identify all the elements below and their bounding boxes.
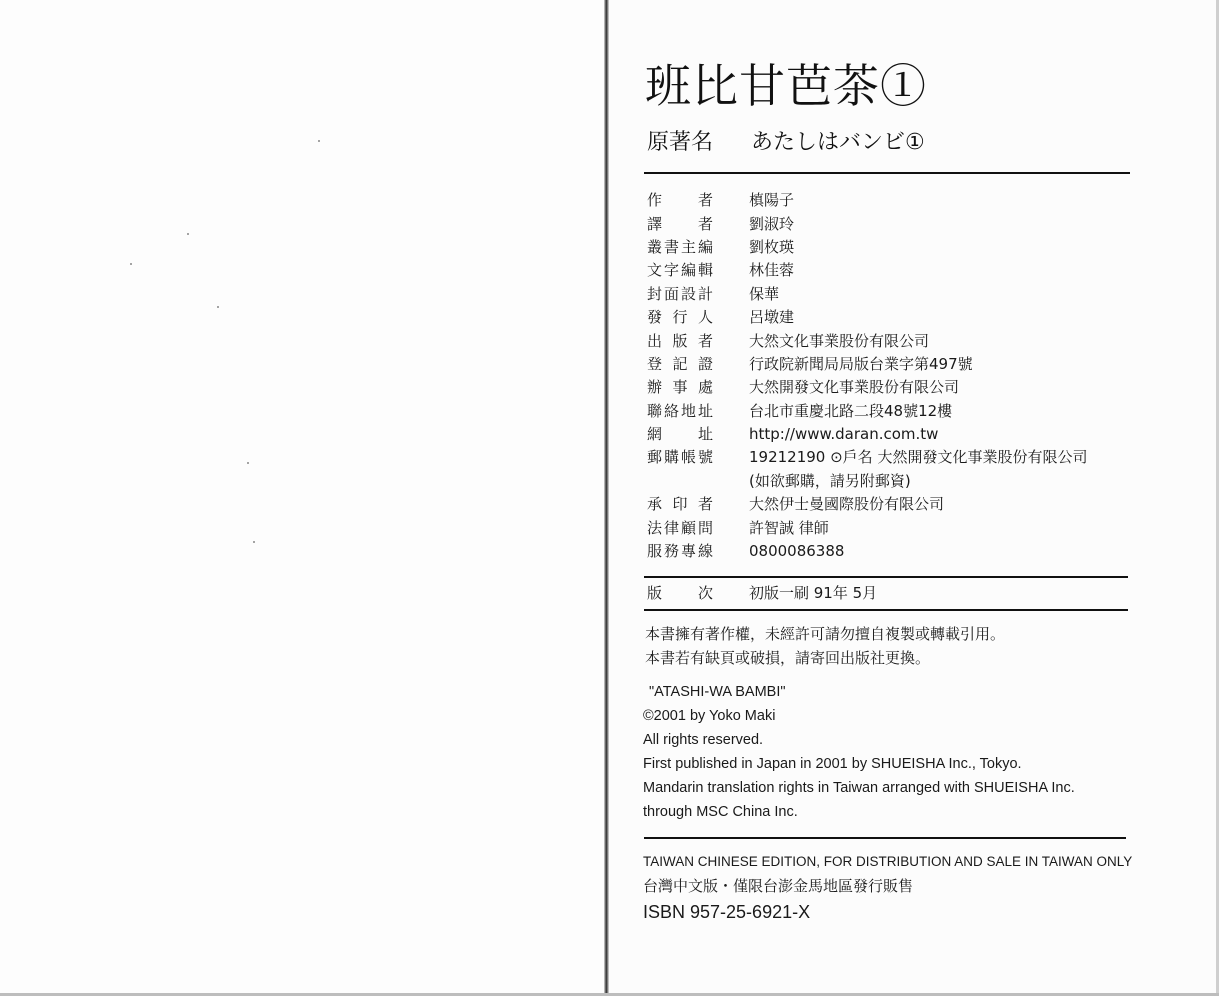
rights-line: All rights reserved. — [643, 732, 764, 748]
copyright-notice — [645, 622, 1005, 670]
credit-value: 保華 — [749, 284, 780, 303]
distribution-footer — [643, 850, 1132, 926]
credit-label: 譯者 — [647, 214, 713, 233]
credit-label: 辦事處 — [647, 378, 713, 397]
credit-value: 槙陽子 — [749, 191, 795, 210]
credit-label: 封面設計 — [647, 284, 713, 303]
credit-row — [647, 211, 1087, 234]
translation-rights-line: Mandarin translation rights in Taiwan arranged with SHUEISHA Inc. — [643, 780, 1075, 796]
credit-row — [647, 399, 1087, 422]
edition-label: 版次 — [647, 584, 713, 602]
credit-label: 承印者 — [647, 495, 713, 514]
english-rights-block — [643, 680, 1075, 824]
credit-row — [647, 515, 1087, 538]
credit-label: 聯絡地址 — [647, 401, 713, 420]
credit-value: http://www.daran.com.tw — [749, 424, 939, 443]
notice-line: 本書擁有著作權，未經許可請勿擅自複製或轉載引用。 — [645, 625, 1006, 643]
credit-row — [647, 328, 1087, 351]
distribution-notice-zh: 台灣中文版・僅限台澎金馬地區發行販售 — [643, 877, 914, 895]
paper-speck — [318, 140, 320, 142]
credit-value: 19212190 ⊙戶名 大然開發文化事業股份有限公司 — [749, 448, 1088, 467]
original-title-english: "ATASHI-WA BAMBI" — [649, 684, 786, 700]
credit-value: 大然伊士曼國際股份有限公司 — [749, 495, 945, 514]
agency-line: through MSC China Inc. — [643, 804, 798, 820]
credit-row — [647, 352, 1087, 375]
paper-speck — [253, 541, 255, 543]
credit-value: 呂墩建 — [749, 308, 795, 327]
credit-row — [647, 375, 1087, 398]
credit-value: 林佳蓉 — [749, 261, 795, 280]
credit-row — [647, 305, 1087, 328]
edition-value: 初版一刷 91年 5月 — [749, 584, 878, 602]
credit-row — [647, 188, 1087, 211]
book-title: 班比甘芭茶① — [645, 59, 927, 113]
credit-label: 法律顧問 — [647, 518, 713, 537]
original-title — [647, 125, 925, 156]
credit-value: 0800086388 — [749, 541, 845, 560]
credits-list — [647, 188, 1087, 562]
edition-row — [647, 582, 877, 603]
credit-label: 服務專線 — [647, 542, 713, 561]
credit-row — [647, 469, 1087, 492]
credit-value: 許智誠 律師 — [749, 518, 829, 537]
credit-row — [647, 422, 1087, 445]
divider-rule — [644, 172, 1130, 174]
left-blank-page — [0, 0, 606, 996]
divider-rule — [644, 576, 1128, 578]
credit-row — [647, 539, 1087, 562]
distribution-notice: TAIWAN CHINESE EDITION, FOR DISTRIBUTION AND SALE IN TAIWAN ONLY — [643, 854, 1133, 869]
credit-row — [647, 492, 1087, 515]
divider-rule — [644, 609, 1128, 611]
credit-label: 作者 — [647, 191, 713, 210]
credit-label: 出版者 — [647, 331, 713, 350]
paper-speck — [217, 306, 219, 308]
paper-speck — [130, 263, 132, 265]
credit-label: 文字編輯 — [647, 261, 713, 280]
original-title-value: あたしはバンビ① — [751, 130, 925, 155]
credit-label: 叢書主編 — [647, 237, 713, 256]
credit-value: 劉淑玲 — [749, 214, 795, 233]
credit-row — [647, 282, 1087, 305]
copyright-line: ©2001 by Yoko Maki — [643, 708, 776, 724]
notice-line: 本書若有缺頁或破損，請寄回出版社更換。 — [645, 649, 931, 667]
credit-label: 發行人 — [647, 308, 713, 327]
credit-value: 劉枚瑛 — [749, 237, 795, 256]
credit-label: 郵購帳號 — [647, 448, 713, 467]
publication-line: First published in Japan in 2001 by SHUEISHA Inc., Tokyo. — [643, 756, 1022, 772]
original-title-label: 原著名 — [647, 130, 714, 155]
credit-value: 行政院新聞局局版台業字第497號 — [749, 354, 973, 373]
credit-value: 台北市重慶北路二段48號12樓 — [749, 401, 953, 420]
credit-row — [647, 235, 1087, 258]
isbn: ISBN 957-25-6921-X — [643, 902, 811, 922]
credit-value: (如欲郵購，請另附郵資) — [749, 471, 911, 490]
credit-label: 登記證 — [647, 354, 713, 373]
credit-row — [647, 445, 1087, 468]
paper-speck — [187, 233, 189, 235]
credit-row — [647, 258, 1087, 281]
paper-speck — [247, 462, 249, 464]
credit-value: 大然文化事業股份有限公司 — [749, 331, 930, 350]
divider-rule — [644, 837, 1126, 839]
credit-label: 網址 — [647, 425, 713, 444]
credit-value: 大然開發文化事業股份有限公司 — [749, 378, 960, 397]
